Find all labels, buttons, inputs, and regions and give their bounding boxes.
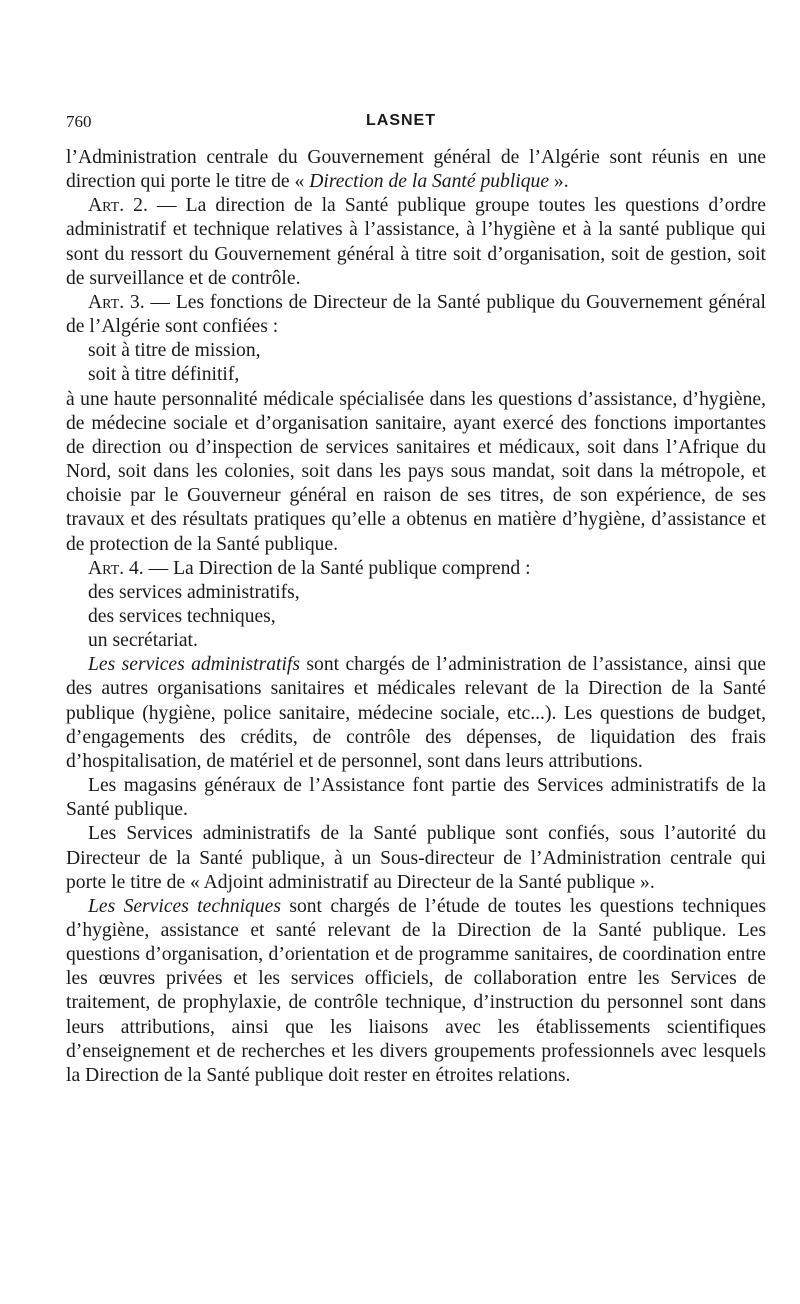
running-head bbox=[66, 112, 766, 138]
paragraph-assignment: Les Services administratifs de la Santé publique sont confiés, sous l’autorité du Directeur de la Santé publique, à un Sous-directeur de l’Administration centrale qui porte le titre de « Adjoint administratif au Directeur de la Santé publique ». bbox=[66, 823, 766, 893]
page-number: 760 bbox=[66, 112, 92, 131]
technical-services-lead: Les Services techniques bbox=[88, 895, 281, 917]
article-4-text: — La Direction de la Santé publique comprend : bbox=[143, 557, 531, 579]
paragraph-intro-text: l’Administration centrale du Gouvernement général de l’Algérie sont réunis en une direction qui porte le titre de « bbox=[66, 147, 766, 193]
paragraph-technical-services bbox=[66, 895, 766, 1088]
article-3-continuation: à une haute personnalité médicale spécialisée dans les questions d’assistance, d’hygiène, de médecine sociale et d’organisation sanitaire, ayant exercé des fonctions importantes de direction ou d’inspection de services sanitaires et médicaux, soit dans l’Afrique du Nord, soit dans les colonies, soit dans les pays sous mandat, soit dans la métropole, et choisie par le Gouverneur général en raison de ses titres, de son expérience, de ses travaux et des résultats pratiques qu’elle a obtenus en matière d’hygiène, d’assistance et de protection de la Santé publique. bbox=[66, 388, 766, 555]
paragraph-intro-end: ». bbox=[549, 171, 569, 193]
administrative-services-text: sont chargés de l’administration de l’assistance, ainsi que des autres organisations sanitaires et médicales relevant de la Direction de la Santé publique (hygiène, police sanitaire, médecine sociale, etc...). Les questions de budget, d’engagements des crédits, de contrôle des dépenses, de liquidation des frais d’hospitalisation, de matériel et de personnel, sont dans leurs attributions. bbox=[66, 654, 766, 772]
article-4-item: des services administratifs, bbox=[88, 581, 300, 603]
administrative-services-lead: Les services administratifs bbox=[88, 654, 300, 676]
direction-title: Direction de la Santé publique bbox=[309, 171, 550, 193]
paragraph-intro bbox=[66, 146, 766, 194]
body-text bbox=[66, 146, 766, 1088]
running-head-title: LASNET bbox=[366, 112, 436, 129]
article-4-label: Art. 4. bbox=[88, 557, 144, 579]
paragraph-administrative-services bbox=[66, 653, 766, 774]
article-3-option: soit à titre définitif, bbox=[88, 364, 240, 386]
article-3-text: — Les fonctions de Directeur de la Santé publique du Gouvernement général de l’Algérie sont confiées : bbox=[66, 291, 766, 338]
article-3-label: Art. 3. bbox=[88, 291, 145, 313]
paragraph-general-stores: Les magasins généraux de l’Assistance font partie des Services administratifs de la Santé publique. bbox=[66, 775, 766, 821]
article-4-item: des services techniques, bbox=[88, 605, 276, 627]
article-4 bbox=[66, 557, 766, 581]
article-2 bbox=[66, 194, 766, 291]
article-2-label: Art. 2. bbox=[88, 195, 148, 217]
technical-services-text: sont chargés de l’étude de toutes les questions techniques d’hygiène, assistance et santé relevant de la Direction de la Santé publique. Les questions d’organisation, d’orientation et de programme sanitaires, de coordination entre les œuvres privées et les services officiels, de collaboration entre les Services de traitement, de prophylaxie, de contrôle technique, d’instruction du personnel sont dans leurs attributions, ainsi que les liaisons avec les établissements scientifiques d’enseignement et de recherches et les divers groupements professionnels avec lesquels la Direction de la Santé publique doit rester en étroites relations. bbox=[66, 895, 766, 1086]
document-page bbox=[66, 112, 766, 1088]
article-3-option: soit à titre de mission, bbox=[88, 340, 261, 362]
article-2-text: — La direction de la Santé publique groupe toutes les questions d’ordre administratif et technique relatives à l’assistance, à l’hygiène et à la santé publique qui sont du ressort du Gouvernement général à titre soit d’organisation, soit de gestion, soit de surveillance et de contrôle. bbox=[66, 195, 766, 289]
article-3 bbox=[66, 291, 766, 339]
article-4-item: un secrétariat. bbox=[88, 630, 198, 652]
